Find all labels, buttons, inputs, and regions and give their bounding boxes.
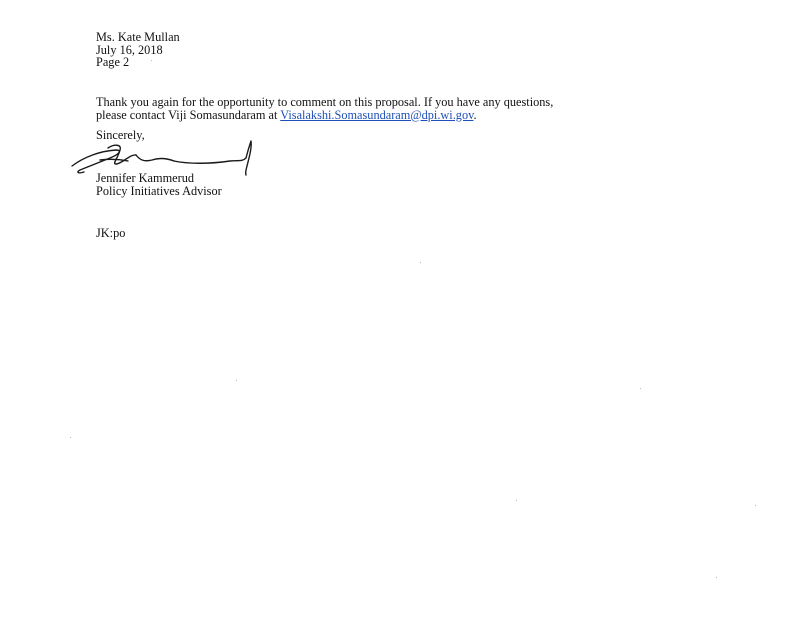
signer-title: Policy Initiatives Advisor — [96, 183, 222, 198]
body-line-2 — [96, 109, 553, 122]
scan-speck — [640, 388, 641, 389]
body-line-2-suffix: . — [473, 107, 477, 122]
scan-speck — [716, 577, 717, 578]
scan-speck — [70, 437, 71, 438]
signer-block — [96, 172, 222, 197]
letter-header — [96, 31, 180, 69]
email-link[interactable]: Visalakshi.Somasundaram@dpi.wi.gov — [280, 107, 474, 122]
closing: Sincerely, — [96, 128, 145, 142]
scan-speck — [755, 505, 756, 506]
recipient-name: Ms. Kate Mullan — [96, 30, 180, 44]
body-line-1: Thank you again for the opportunity to comment on this proposal. If you have any questions, — [96, 95, 554, 109]
scan-speck — [151, 60, 152, 61]
signer-name: Jennifer Kammerud — [96, 171, 194, 185]
reference-initials: JK:po — [96, 226, 126, 240]
scan-speck — [420, 262, 421, 263]
scan-speck — [236, 380, 237, 381]
page-number: Page 2 — [96, 55, 130, 69]
letter-body — [96, 96, 553, 121]
scan-speck — [516, 500, 517, 501]
letter-date: July 16, 2018 — [96, 42, 163, 57]
body-line-2-prefix: please contact Viji Somasundaram at — [96, 107, 281, 122]
